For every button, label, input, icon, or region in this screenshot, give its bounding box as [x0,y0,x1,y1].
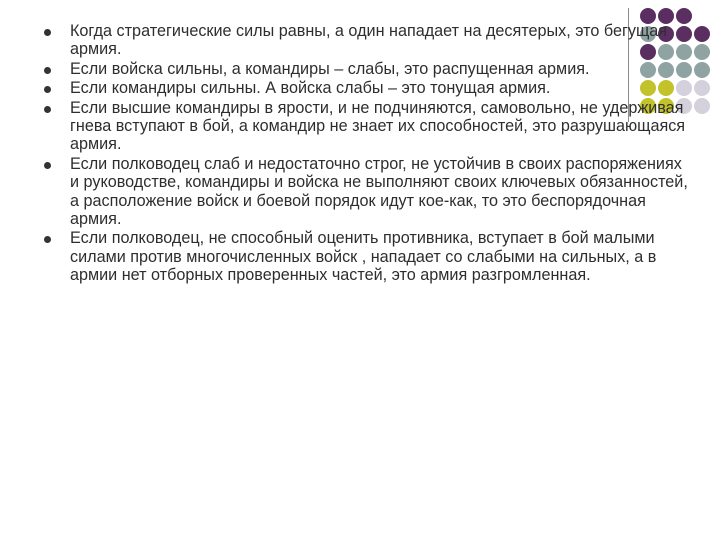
bullet-item [44,99,694,154]
bullet-item [44,79,694,97]
bullet-dot-icon [44,162,51,169]
bullet-text: Если полководец слаб и недостаточно строг, не устойчив в своих распоряжениях и руководстве, командиры и войска не выполняют своих ключевых обязанностей, а расположение войск и боевой порядок идут кое-как, то это беспорядочная армия. [70,154,688,229]
bullet-dot-icon [44,236,51,243]
bullet-item [44,155,694,229]
decorative-dot [694,98,710,114]
bullet-dot-icon [44,67,51,74]
decorative-dot [694,62,710,78]
bullet-text: Если высшие командиры в ярости, и не подчиняются, самовольно, не удерживая гнева вступают в бой, а командир не знает их способностей, это разрушающаяся армия. [70,98,686,154]
bullet-text: Если войска сильны, а командиры – слабы, это распущенная армия. [70,59,590,78]
bullet-text: Если командиры сильны. А войска слабы – это тонущая армия. [70,79,551,98]
decorative-dot [694,80,710,96]
decorative-dot [694,44,710,60]
bullet-dot-icon [44,86,51,93]
bullet-dot-icon [44,29,51,36]
bullet-item [44,229,694,284]
bullet-text: Когда стратегические силы равны, а один нападает на десятерых, это бегущая армия. [70,22,668,59]
decorative-dot [694,26,710,42]
bullet-dot-icon [44,106,51,113]
bullet-text: Если полководец, не способный оценить противника, вступает в бой малыми силами против многочисленных войск , нападает со слабыми на сильных, а в армии нет отборных проверенных частей, это армия разгромленная. [70,229,657,285]
bullet-list [44,22,694,286]
bullet-item [44,22,694,59]
bullet-item [44,60,694,78]
decorative-dot [694,8,710,24]
